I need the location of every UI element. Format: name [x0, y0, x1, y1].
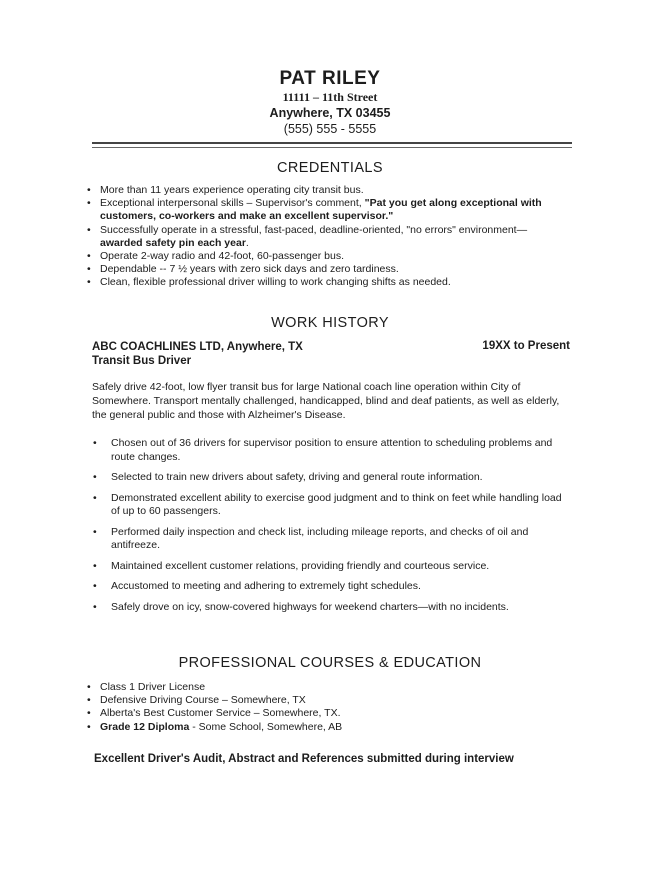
header-divider-thin — [92, 147, 572, 148]
credential-item: • More than 11 years experience operating city transit bus. — [86, 184, 566, 197]
candidate-name: PAT RILEY — [279, 68, 381, 89]
header-divider-thick — [92, 142, 572, 144]
credential-item: • Operate 2-way radio and 42-foot, 60-passenger bus. — [86, 250, 566, 263]
work-item: • Safely drove on icy, snow-covered highways for weekend charters—with no incidents. — [92, 601, 564, 615]
job-header — [92, 340, 303, 368]
work-item: • Accustomed to meeting and adhering to extremely tight schedules. — [92, 580, 564, 594]
job-position: Transit Bus Driver — [92, 355, 192, 367]
credential-item: • Exceptional interpersonal skills – Supervisor's comment, "Pat you get along exceptional with customers, co-workers and make an excellent supervisor." — [86, 197, 566, 223]
education-item: • Alberta's Best Customer Service – Somewhere, TX. — [86, 707, 566, 720]
employer-name: ABC COACHLINES LTD, Anywhere, TX — [92, 341, 303, 353]
education-list — [86, 681, 566, 734]
work-list — [92, 437, 564, 614]
credentials-heading: CREDENTIALS — [277, 160, 383, 176]
job-dates: 19XX to Present — [482, 340, 570, 352]
phone-number: (555) 555 - 5555 — [283, 122, 377, 136]
credentials-list — [86, 184, 566, 290]
footer-note: Excellent Driver's Audit, Abstract and References submitted during interview — [94, 753, 514, 765]
work-item: • Maintained excellent customer relations, providing friendly and courteous service. — [92, 560, 564, 574]
work-item: • Chosen out of 36 drivers for supervisor position to ensure attention to scheduling problems and route changes. — [92, 437, 564, 464]
work-item: • Performed daily inspection and check list, including mileage reports, and checks of oil and antifreeze. — [92, 526, 564, 553]
city-state-zip: Anywhere, TX 03455 — [269, 106, 391, 120]
credential-item: • Successfully operate in a stressful, fast-paced, deadline-oriented, "no errors" environment—awarded safety pin each year. — [86, 224, 566, 250]
education-item: • Defensive Driving Course – Somewhere, TX — [86, 694, 566, 707]
education-item: • Grade 12 Diploma - Some School, Somewhere, AB — [86, 721, 566, 734]
work-history-heading: WORK HISTORY — [271, 315, 389, 331]
street-address: 11111 – 11th Street — [282, 90, 378, 104]
credential-item: • Clean, flexible professional driver willing to work changing shifts as needed. — [86, 276, 566, 289]
education-item: • Class 1 Driver License — [86, 681, 566, 694]
work-item: • Demonstrated excellent ability to exercise good judgment and to think on feet while handling load of up to 60 passengers. — [92, 492, 564, 519]
credential-item: • Dependable -- 7 ½ years with zero sick days and zero tardiness. — [86, 263, 566, 276]
work-item: • Selected to train new drivers about safety, driving and general route information. — [92, 471, 564, 485]
education-heading: PROFESSIONAL COURSES & EDUCATION — [178, 655, 482, 671]
job-summary: Safely drive 42-foot, low flyer transit bus for large National coach line operation within City of Somewhere. Transport mentally challenged, handicapped, blind and deaf patients, as well as elderly, the general public and those with Alzheimer's Disease. — [92, 381, 560, 421]
